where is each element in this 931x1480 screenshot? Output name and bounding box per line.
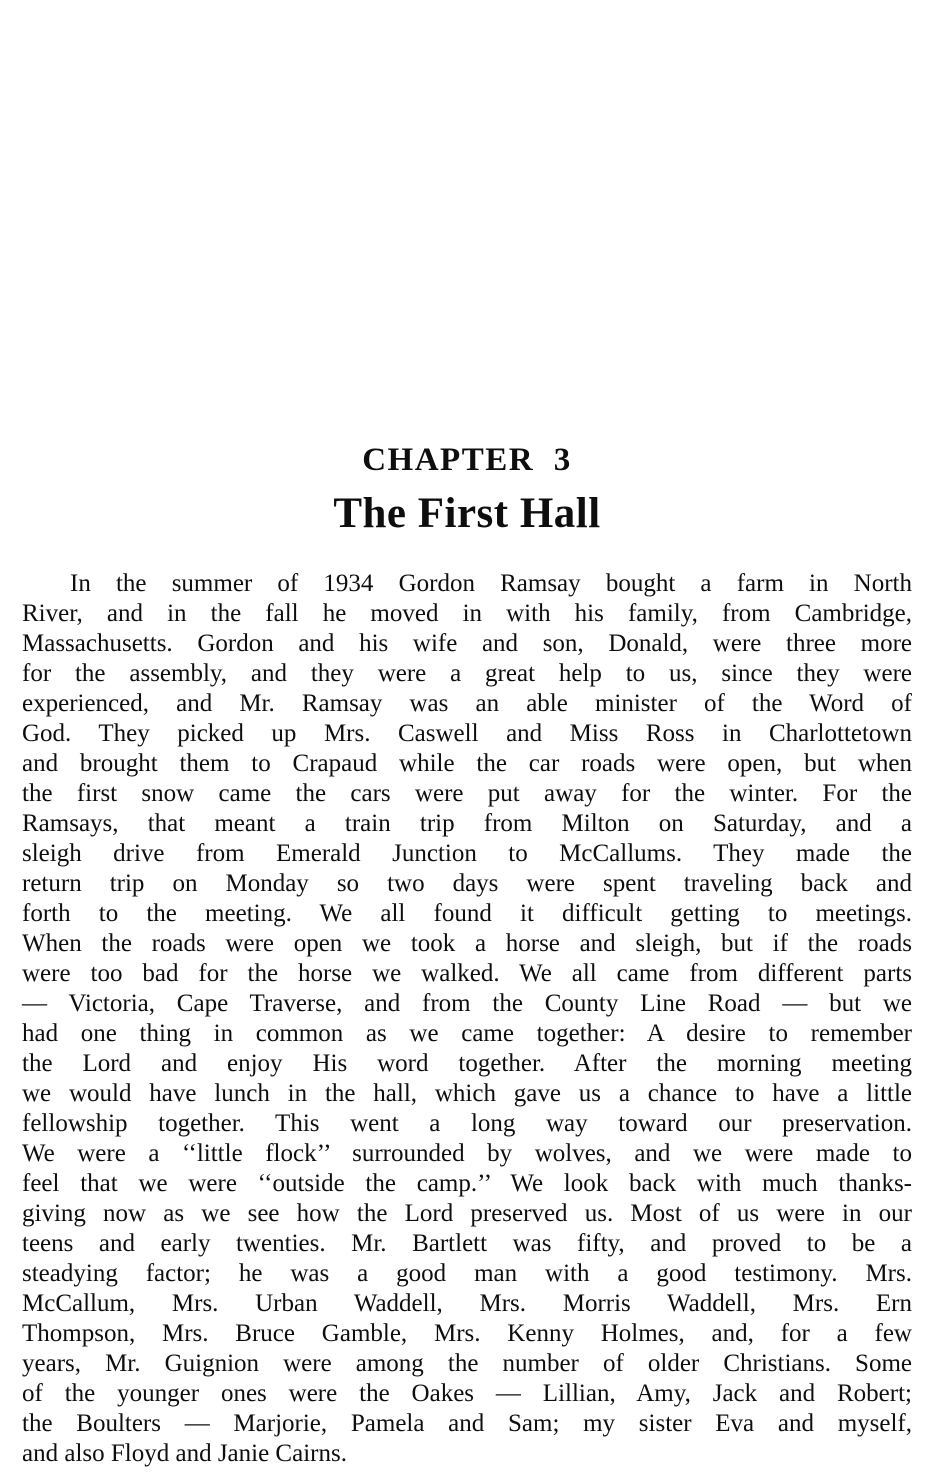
text-line: Massachusetts. Gordon and his wife and son, Donald, were three more bbox=[22, 630, 912, 657]
text-line: return trip on Monday so two days were spent traveling back and bbox=[22, 870, 912, 897]
text-line: had one thing in common as we came together: A desire to remember bbox=[22, 1020, 912, 1047]
text-line: forth to the meeting. We all found it difficult getting to meetings. bbox=[22, 900, 912, 927]
text-line: Ramsays, that meant a train trip from Milton on Saturday, and a bbox=[22, 810, 912, 837]
text-line: we would have lunch in the hall, which gave us a chance to have a little bbox=[22, 1080, 912, 1107]
chapter-label: CHAPTER 3 bbox=[362, 442, 572, 478]
text-line: In the summer of 1934 Gordon Ramsay bought a farm in North bbox=[70, 570, 912, 597]
text-line: McCallum, Mrs. Urban Waddell, Mrs. Morris Waddell, Mrs. Ern bbox=[22, 1290, 912, 1317]
chapter-heading bbox=[22, 0, 912, 535]
text-line: teens and early twenties. Mr. Bartlett was fifty, and proved to be a bbox=[22, 1230, 912, 1257]
text-line: fellowship together. This went a long way toward our preservation. bbox=[22, 1110, 912, 1137]
text-line: — Victoria, Cape Traverse, and from the County Line Road — but we bbox=[22, 990, 912, 1017]
chapter-title: The First Hall bbox=[333, 490, 601, 537]
text-line: of the younger ones were the Oakes — Lillian, Amy, Jack and Robert; bbox=[22, 1380, 912, 1407]
text-line: the Boulters — Marjorie, Pamela and Sam; my sister Eva and myself, bbox=[22, 1410, 912, 1437]
text-line: and brought them to Crapaud while the car roads were open, but when bbox=[22, 750, 912, 777]
text-line: When the roads were open we took a horse and sleigh, but if the roads bbox=[22, 930, 912, 957]
text-line: for the assembly, and they were a great help to us, since they were bbox=[22, 660, 912, 687]
text-line: were too bad for the horse we walked. We all came from different parts bbox=[22, 960, 912, 987]
paragraph bbox=[22, 569, 912, 1469]
text-line: giving now as we see how the Lord preserved us. Most of us were in our bbox=[22, 1200, 912, 1227]
text-line: steadying factor; he was a good man with a good testimony. Mrs. bbox=[22, 1260, 912, 1287]
text-line: We were a ‘‘little flock’’ surrounded by wolves, and we were made to bbox=[22, 1140, 912, 1167]
text-line: feel that we were ‘‘outside the camp.’’ We look back with much thanks- bbox=[22, 1170, 912, 1197]
text-line: and also Floyd and Janie Cairns. bbox=[22, 1440, 347, 1467]
text-line: the Lord and enjoy His word together. After the morning meeting bbox=[22, 1050, 912, 1077]
text-line: years, Mr. Guignion were among the number of older Christians. Some bbox=[22, 1350, 912, 1377]
text-line: experienced, and Mr. Ramsay was an able minister of the Word of bbox=[22, 690, 912, 717]
text-line: sleigh drive from Emerald Junction to McCallums. They made the bbox=[22, 840, 912, 867]
text-line: Thompson, Mrs. Bruce Gamble, Mrs. Kenny Holmes, and, for a few bbox=[22, 1320, 912, 1347]
text-line: the first snow came the cars were put away for the winter. For the bbox=[22, 780, 912, 807]
text-line: River, and in the fall he moved in with his family, from Cambridge, bbox=[22, 600, 912, 627]
text-line: God. They picked up Mrs. Caswell and Miss Ross in Charlottetown bbox=[22, 720, 912, 747]
